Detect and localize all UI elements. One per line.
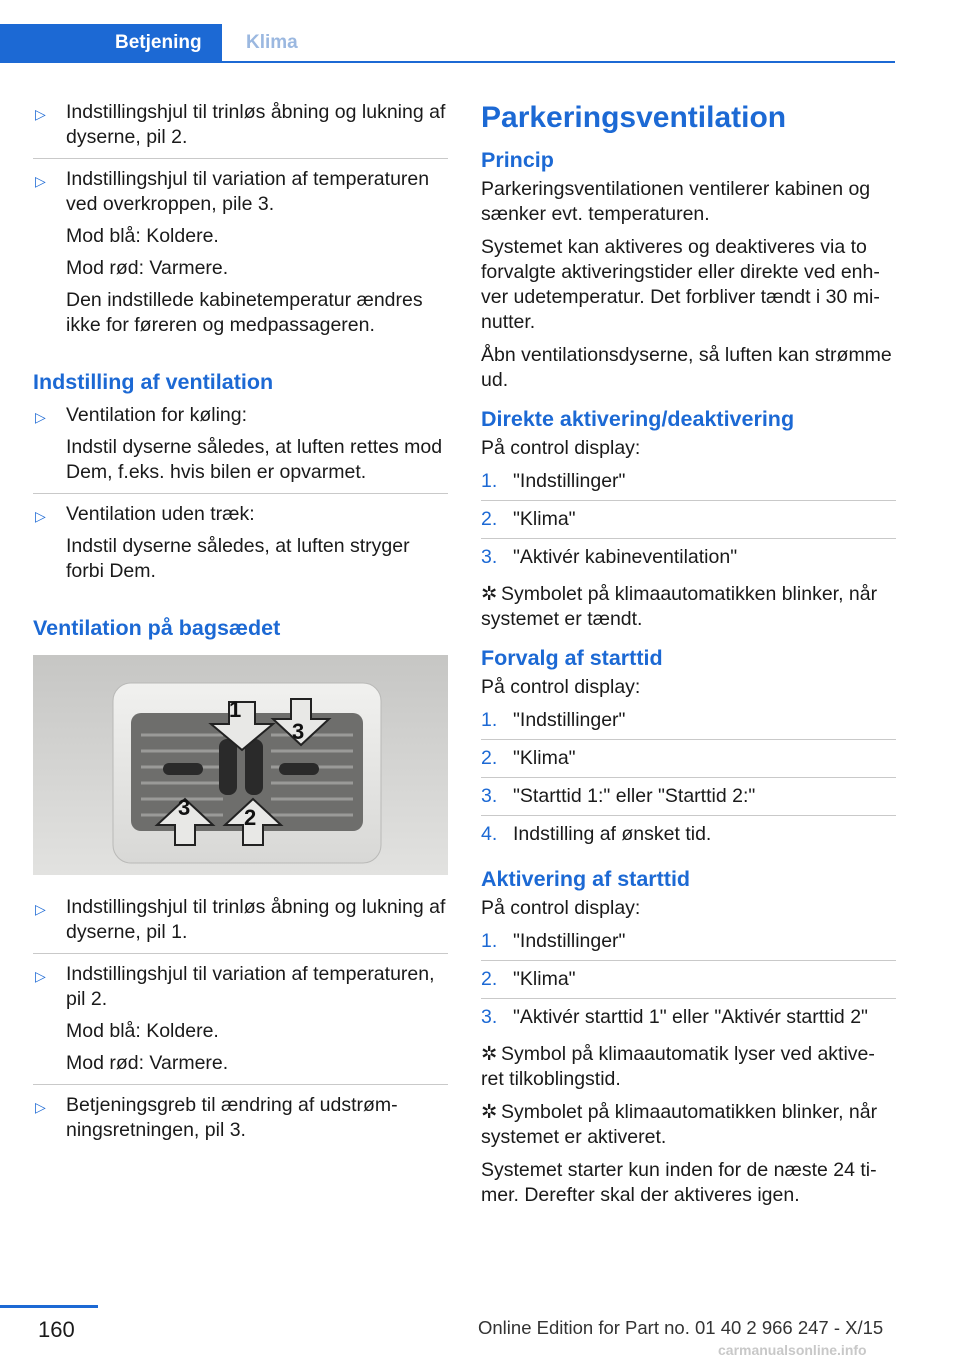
bullet-text: Indstillingshjul til trinløs åbning og lukning af dyserne, pil 2. (66, 101, 446, 148)
paragraph: På control display: (481, 676, 641, 698)
section-heading: Indstilling af ventilation (33, 370, 274, 394)
paragraph: På control display: (481, 897, 641, 919)
bullet-subtext: Mod rød: Varmere. (66, 257, 229, 279)
bullet-subtext: Mod rød: Varmere. (66, 1052, 229, 1074)
section-heading: Ventilation på bagsædet (33, 616, 281, 640)
note-text: Symbol på klimaautomatik lyser ved aktive-ret tilkoblingstid. (481, 1043, 875, 1090)
bullet-text: Betjeningsgreb til ændring af udstrøm-ningsretningen, pil 3. (66, 1094, 398, 1141)
rear-vent-figure (33, 655, 448, 875)
step-text: "Indstillinger" (513, 709, 626, 731)
paragraph (481, 1100, 896, 1150)
list-item: 2. "Klima" (481, 746, 896, 778)
section-heading: Aktivering af starttid (481, 867, 691, 891)
page-number: 160 (38, 1317, 75, 1342)
triangle-bullet-icon: ▷ (35, 508, 46, 524)
step-text: "Indstillinger" (513, 930, 626, 952)
paragraph: Systemet starter kun inden for de næste 24 ti-mer. Derefter skal der aktiveres igen. (481, 1159, 877, 1206)
step-text: "Starttid 1:" eller "Starttid 2:" (513, 785, 756, 807)
list-item (33, 962, 448, 1085)
triangle-bullet-icon: ▷ (35, 409, 46, 425)
fan-icon: ✲ (481, 1043, 498, 1065)
fan-icon: ✲ (481, 583, 498, 605)
list-item: 1. "Indstillinger" (481, 929, 896, 961)
bullet-text: Indstillingshjul til trinløs åbning og lukning af dyserne, pil 1. (66, 896, 446, 943)
paragraph (481, 582, 896, 632)
edition-text: Online Edition for Part no. 01 40 2 966 247 - X/15 (478, 1317, 884, 1338)
step-text: "Indstillinger" (513, 470, 626, 492)
header-divider (0, 61, 895, 63)
step-text: "Klima" (513, 968, 576, 990)
triangle-bullet-icon: ▷ (35, 106, 46, 122)
step-text: "Aktivér starttid 1" eller "Aktivér starttid 2" (513, 1006, 868, 1028)
list-item (33, 1093, 448, 1151)
list-item: 1. "Indstillinger" (481, 708, 896, 740)
bullet-subtext: Mod blå: Koldere. (66, 1020, 219, 1042)
triangle-bullet-icon: ▷ (35, 968, 46, 984)
paragraph (481, 1042, 896, 1092)
arrow-label: 3 (178, 795, 191, 820)
list-item: 2. "Klima" (481, 507, 896, 539)
note-text: Symbolet på klimaautomatikken blinker, når systemet er tændt. (481, 583, 878, 630)
list-item: 4. Indstilling af ønsket tid. (481, 823, 712, 845)
list-item: 3. "Aktivér starttid 1" eller "Aktivér starttid 2" (481, 1006, 868, 1028)
arrow-label: 2 (244, 805, 257, 830)
list-item (33, 167, 448, 346)
note-text: Symbolet på klimaautomatikken blinker, når systemet er aktiveret. (481, 1101, 878, 1148)
section-heading: Princip (481, 148, 554, 172)
arrow-label: 3 (292, 719, 305, 744)
tab-betjening[interactable]: Betjening (0, 24, 222, 61)
bullet-text: Ventilation for køling: (66, 404, 248, 426)
left-column (33, 100, 448, 1159)
list-item (33, 100, 448, 159)
step-text: "Klima" (513, 508, 576, 530)
paragraph: Åbn ventilationsdyserne, så luften kan strømme ud. (481, 344, 892, 391)
triangle-bullet-icon: ▷ (35, 173, 46, 189)
list-item (33, 895, 448, 954)
list-item (33, 502, 448, 592)
paragraph: Systemet kan aktiveres og deaktiveres via to forvalgte aktiveringstider eller direkte ved enh-ver udetemperatur. Det forbliver tændt i 30 mi-nutter. (481, 236, 880, 333)
fan-icon: ✲ (481, 1101, 498, 1123)
step-text: Indstilling af ønsket tid. (513, 823, 712, 845)
bullet-text: Ventilation uden træk: (66, 503, 255, 525)
page-title: Parkeringsventilation (481, 101, 787, 134)
watermark: carmanualsonline.info (718, 1342, 867, 1358)
footer-divider (0, 1305, 98, 1308)
triangle-bullet-icon: ▷ (35, 1099, 46, 1115)
bullet-subtext: Den indstillede kabinetemperatur ændres ikke for føreren og medpassageren. (66, 289, 423, 336)
paragraph: Parkeringsventilationen ventilerer kabinen og sænker evt. temperaturen. (481, 178, 871, 225)
list-item: 3. "Starttid 1:" eller "Starttid 2:" (481, 784, 896, 816)
section-heading: Forvalg af starttid (481, 646, 663, 670)
step-text: "Aktivér kabineventilation" (513, 546, 738, 568)
page-header (0, 0, 960, 64)
list-item: 1. "Indstillinger" (481, 469, 896, 501)
right-column (481, 100, 896, 1216)
paragraph: På control display: (481, 437, 641, 459)
triangle-bullet-icon: ▷ (35, 901, 46, 917)
bullet-subtext: Indstil dyserne således, at luften stryger forbi Dem. (66, 535, 410, 582)
bullet-text: Indstillingshjul til variation af temperaturen ved overkroppen, pile 3. (66, 168, 430, 215)
step-text: "Klima" (513, 747, 576, 769)
bullet-text: Indstillingshjul til variation af temperaturen, pil 2. (66, 963, 435, 1010)
list-item (33, 403, 448, 494)
list-item: 2. "Klima" (481, 967, 896, 999)
rear-vent-illustration (33, 655, 448, 875)
section-heading: Direkte aktivering/deaktivering (481, 407, 795, 431)
list-item: 3. "Aktivér kabineventilation" (481, 546, 738, 568)
tab-klima[interactable]: Klima (246, 32, 298, 53)
bullet-subtext: Mod blå: Koldere. (66, 225, 219, 247)
bullet-subtext: Indstil dyserne således, at luften rettes mod Dem, f.eks. hvis bilen er opvarmet. (66, 436, 443, 483)
arrow-label: 1 (229, 697, 242, 722)
